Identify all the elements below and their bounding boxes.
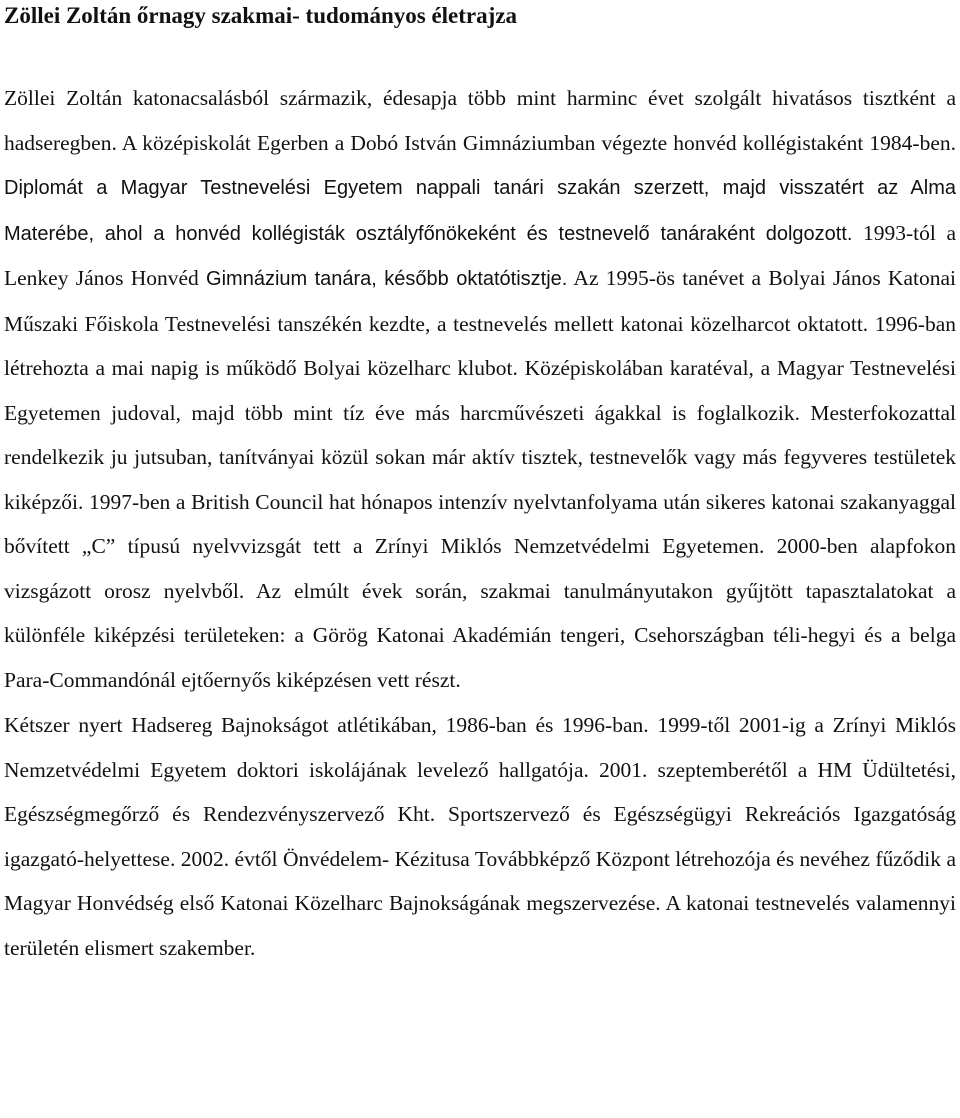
education-text: Diplomát a Magyar Testnevelési Egyetem nappali tanári szakán szerzett, majd visszatért az Alma Materébe, ahol a honvéd kollégisták osztályfőnökeként és testnevelő tanáraként dolgozott.	[4, 177, 956, 245]
career-text: Az 1995-ös tanévet a Bolyai János Katonai Műszaki Főiskola Testnevelési tanszékén kezdte, a testnevelés mellett katonai közelharcot oktatott. 1996-ban létrehozta a mai napig is működő Bolyai közelharc klubot. Középiskolában karatéval, a Magyar Testnevelési Egyetemen judoval, majd több mint tíz éve más harcművészeti ágakkal is foglalkozik. Mesterfokozattal rendelkezik ju jutsuban, tanítványai közül sokan már aktív tisztek, testnevelők vagy más fegyveres testületek kiképzői. 1997-ben a British Council hat hónapos intenzív nyelvtanfolyama után sikeres katonai szakanyaggal bővített „C” típusú nyelvvizsgát tett a Zrínyi Miklós Nemzetvédelmi Egyetemen. 2000-ben alapfokon vizsgázott orosz nyelvből. Az elmúlt évek során, szakmai tanulmányutakon gyűjtött tapasztalatokat a különféle kiképzési területeken: a Görög Katonai Akadémián tengeri, Csehországban téli-hegyi és a belga Para-Commandónál ejtőernyős kiképzésen vett részt.	[4, 266, 956, 692]
teaching-year-text: 1993-tól a Lenkey János Honvéd	[4, 220, 956, 290]
school-role-text: Gimnázium tanára, később oktatótisztje.	[206, 268, 568, 290]
biography-paragraph-2: Kétszer nyert Hadsereg Bajnokságot atlétikában, 1986-ban és 1996-ban. 1999-től 2001-ig a Zrínyi Miklós Nemzetvédelmi Egyetem doktori iskolájának levelező hallgatója. 2001. szeptemberétől a HM Üdültetési, Egészségmegőrző és Rendezvényszervező Kht. Sportszervező és Egészségügyi Rekreációs Igazgatóság igazgató-helyettese. 2002. évtől Önvédelem- Kézitusa Továbbképző Központ létrehozója és nevéhez fűződik a Magyar Honvédség első Katonai Közelharc Bajnokságának megszervezése. A katonai testnevelés valamennyi területén elismert szakember.	[4, 713, 956, 960]
document-title: Zöllei Zoltán őrnagy szakmai- tudományos életrajza	[4, 3, 517, 28]
intro-text: Zöllei Zoltán katonacsalásból származik, édesapja több mint harminc évet szolgált hivatásos tisztként a hadseregben. A középiskolát Egerben a Dobó István Gimnáziumban végezte honvéd kollégistaként 1984-ben.	[4, 86, 956, 155]
document-page	[4, 0, 956, 970]
biography-paragraph-1	[4, 76, 956, 702]
